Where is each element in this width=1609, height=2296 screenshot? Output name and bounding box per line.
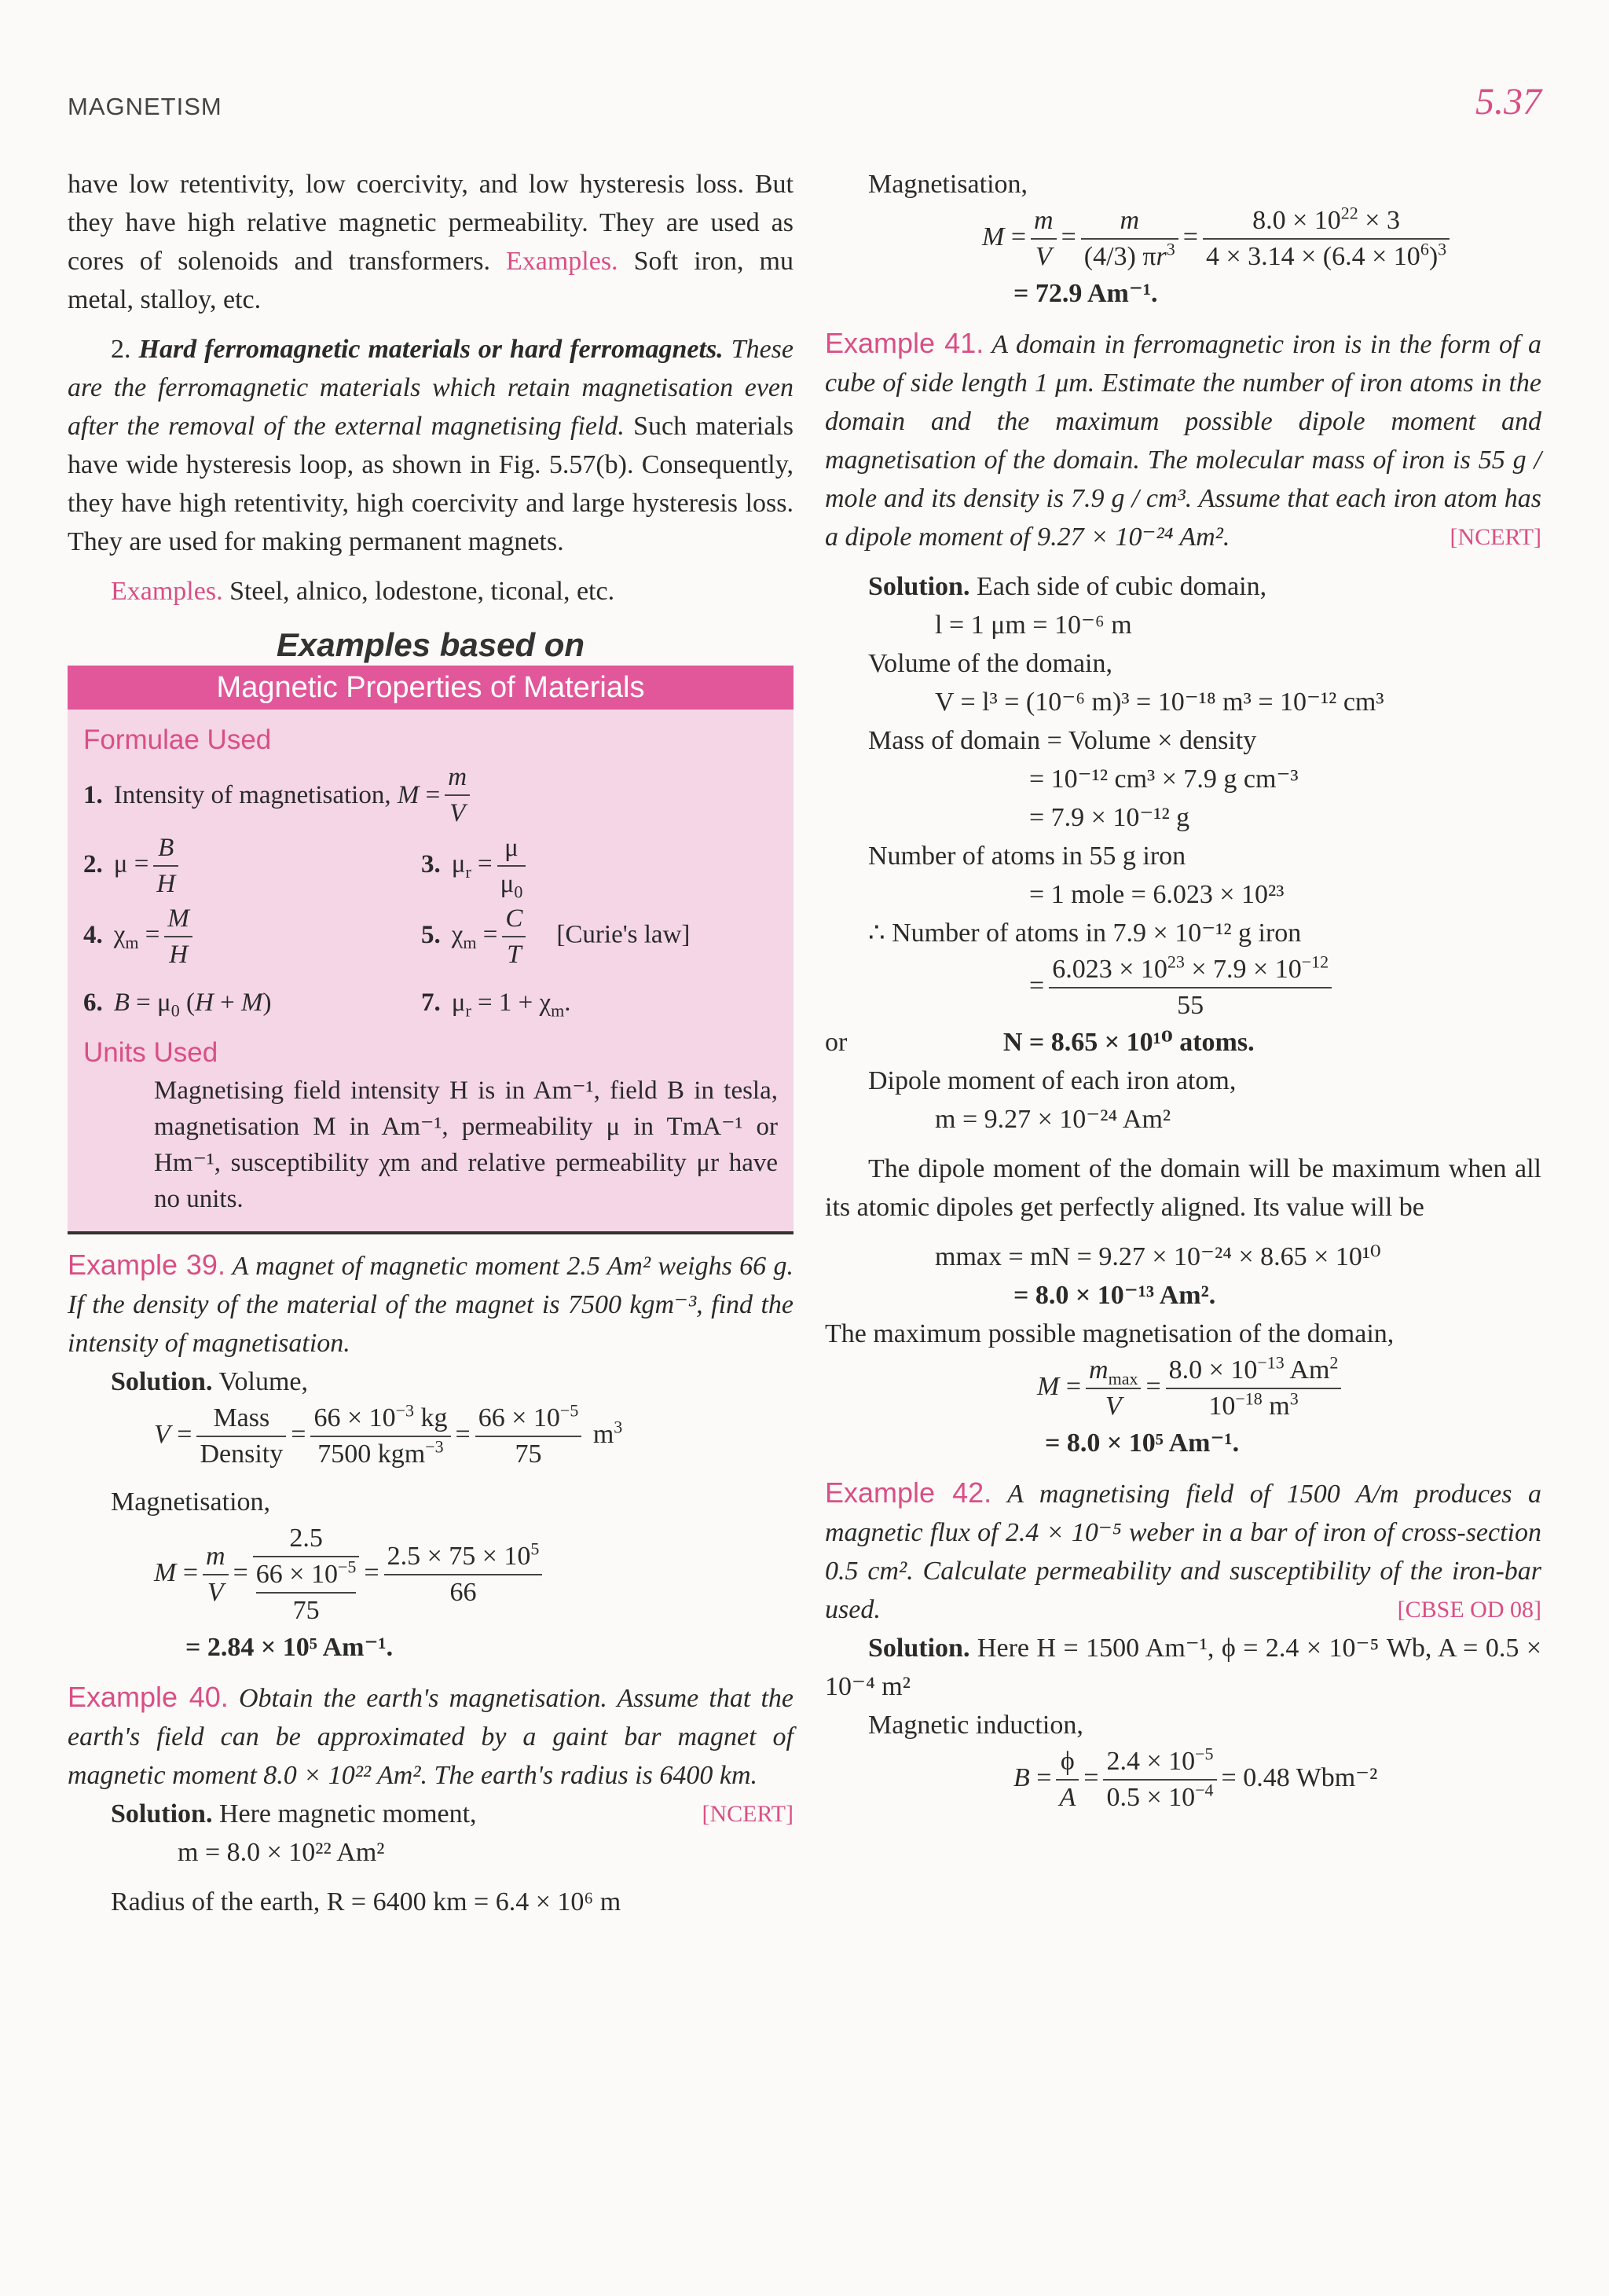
examples-box-band: Magnetic Properties of Materials bbox=[68, 666, 794, 710]
example-41-atoms55: Number of atoms in 55 g iron bbox=[868, 842, 1186, 871]
example-39-mag-eq: M = $\frac{m}{V}$ = 2.5 $66 \times 10^{-5}$ 75 = $\frac{2.5 \times 75 \times 10^5}{66}$ bbox=[68, 1521, 794, 1628]
example-41-v: V = l³ = (10⁻⁶ m)³ = 10⁻¹⁸ m³ = 10⁻¹² cm³ bbox=[935, 688, 1384, 717]
example-41-atoms-eq: = $\frac{6.023 \times 10^{23} \times 7.9 \times 10^{-12}}{55}$ bbox=[825, 952, 1541, 1023]
example-41-mass2: = 10⁻¹² cm³ × 7.9 g cm⁻³ bbox=[1029, 765, 1299, 794]
intro-paragraph: have low retentivity, low coercivity, and low hysteresis loss. But they have high relative magnetic permeability. They are used as cores of solenoids and transformers. Examples. Soft iron, mu metal, stalloy, etc. bbox=[68, 170, 794, 314]
left-column bbox=[68, 165, 794, 1921]
example-41-mmax: mmax = mN = 9.27 × 10⁻²⁴ × 8.65 × 10¹⁰ bbox=[935, 1242, 1381, 1271]
hard-ferromagnet-paragraph: 2. Hard ferromagnetic materials or hard ferromagnets. These are the ferromagnetic materials which retain magnetisation even after the removal of the external magnetising field. Such materials have wide hysteresis loop, as shown in Fig. 5.57(b). Consequently, they have high retentivity, high coercivity and large hysteresis loss. They are used for making permanent magnets. bbox=[68, 335, 794, 556]
example-41-maxmag-eq: M = $\frac{m_{max}}{V}$ = $\frac{8.0 \times 10^{-13} Am^2}{10^{-18} m^3}$ bbox=[825, 1353, 1541, 1424]
example-41-vol-label: Volume of the domain, bbox=[868, 649, 1112, 678]
example-40-mag-label: Magnetisation, bbox=[868, 170, 1028, 199]
formula-6-7: 6. $B = \mu_0$ (H + M) 7. $\mu_r = 1 + \chi_m$. bbox=[83, 988, 571, 1021]
formulae-heading: Formulae Used bbox=[83, 724, 272, 755]
example-41-mmax-res: = 8.0 × 10⁻¹³ Am². bbox=[1013, 1281, 1216, 1310]
hard-examples: Examples. Steel, alnico, lodestone, ticonal, etc. bbox=[111, 577, 615, 606]
formula-1: 1. Intensity of magnetisation, M = $\frac{m}{V}$ bbox=[83, 760, 778, 831]
example-41-atoms55b: = 1 mole = 6.023 × 10²³ bbox=[1029, 880, 1285, 909]
example-41-l: l = 1 μm = 10⁻⁶ m bbox=[935, 611, 1132, 640]
example-41-solution: Solution. Each side of cubic domain, bbox=[868, 572, 1267, 601]
page-number: 5.37 bbox=[1475, 81, 1541, 123]
formula-4-5: 4. $\chi_m$ = $\frac{M}{H}$ 5. $\chi_m$ = $\frac{C}{T}$ [Curie's law] bbox=[83, 901, 778, 972]
example-41-n: or N = 8.65 × 10¹⁰ atoms. bbox=[825, 1028, 1255, 1057]
example-39-solution: Solution. Volume, bbox=[111, 1367, 308, 1396]
right-column bbox=[825, 165, 1541, 1815]
example-42-statement: Example 42. A magnetising field of 1500 A/m produces a magnetic flux of 2.4 × 10⁻⁵ weber in a bar of iron of cross-section 0.5 cm². Calculate permeability and susceptibility of the iron-bar used. [CBSE OD 08] bbox=[825, 1476, 1542, 1624]
example-40-moment: m = 8.0 × 10²² Am² bbox=[178, 1838, 385, 1867]
example-40-solution: Solution. Here magnetic moment, bbox=[111, 1799, 477, 1828]
example-41-dip-val: m = 9.27 × 10⁻²⁴ Am² bbox=[935, 1105, 1171, 1134]
running-header-chapter: MAGNETISM bbox=[68, 93, 222, 120]
example-41-mass: Mass of domain = Volume × density bbox=[868, 726, 1257, 755]
example-41-maxmag-res: = 8.0 × 10⁵ Am⁻¹. bbox=[1045, 1429, 1240, 1458]
example-42-ind: Magnetic induction, bbox=[868, 1711, 1083, 1740]
example-41-dip: Dipole moment of each iron atom, bbox=[868, 1066, 1237, 1095]
formulae-box bbox=[68, 710, 794, 1234]
examples-box-title: Examples based on bbox=[276, 626, 585, 663]
example-39-result: = 2.84 × 10⁵ Am⁻¹. bbox=[185, 1633, 394, 1662]
example-41-atoms79: ∴ Number of atoms in 7.9 × 10⁻¹² g iron bbox=[868, 919, 1302, 948]
example-41-maxmag: The maximum possible magnetisation of the domain, bbox=[825, 1319, 1395, 1348]
example-41-mass3: = 7.9 × 10⁻¹² g bbox=[1029, 803, 1190, 832]
example-39-statement: Example 39. A magnet of magnetic moment 2.5 Am² weighs 66 g. If the density of the material of the magnet is 7500 kgm⁻³, find the intensity of magnetisation. bbox=[68, 1249, 794, 1358]
example-41-statement: Example 41. A domain in ferromagnetic iron is in the form of a cube of side length 1 μm. Estimate the number of iron atoms in the domain and the maximum possible dipole moment and magnetisation of the domain. The molecular mass of iron is 55 g / mole and its density is 7.9 g / cm³. Assume that each iron atom has a dipole moment of 9.27 × 10⁻²⁴ Am². [NCERT] bbox=[825, 327, 1542, 552]
example-42-b-eq: B = $\frac{\phi}{A}$ = $\frac{2.4 \times 10^{-5}}{0.5 \times 10^{-4}}$ = 0.48 Wbm⁻² bbox=[1013, 1744, 1378, 1812]
units-heading: Units Used bbox=[83, 1037, 218, 1068]
example-40-statement: Example 40. Obtain the earth's magnetisation. Assume that the earth's field can be approximated by a gaint bar magnet of magnetic moment 8.0 × 10²² Am². The earth's radius is 6400 km. [NCERT] bbox=[68, 1681, 794, 1827]
units-text: Magnetising field intensity H is in Am⁻¹, field B in tesla, magnetisation M in Am⁻¹, permeability μ in TmA⁻¹ or Hm⁻¹, susceptibility χm and relative permeability μr have no units. bbox=[154, 1076, 778, 1213]
example-40-mag-eq: M = $\frac{m}{V}$ = $\frac{m}{(4/3) \pi r^3}$ = $\frac{8.0 \times 10^{22} \times 3}{4 \times 3.14 \times (6.4 \times 10^6)^3}$ bbox=[825, 204, 1541, 274]
example-41-max-text: The dipole moment of the domain will be maximum when all its atomic dipoles get perfectly aligned. Its value will be bbox=[825, 1154, 1541, 1222]
example-42-solution: Solution. Here H = 1500 Am⁻¹, ϕ = 2.4 × 10⁻⁵ Wb, A = 0.5 × 10⁻⁴ m² bbox=[825, 1634, 1541, 1701]
example-39-volume-eq: V = $\frac{\text{Mass}}{\text{Density}}$ = $\frac{66 \times 10^{-3} kg}{7500 kgm^{-3}}$ = $\frac{66 \times 10^{-5}}{75}$ $m^3$ bbox=[154, 1400, 623, 1469]
example-40-radius: Radius of the earth, R = 6400 km = 6.4 × 10⁶ m bbox=[111, 1887, 621, 1916]
formula-2-3: 2. μ = $\frac{B}{H}$ 3. $\mu_r$ = $\frac{\mu}{\mu_0}$ bbox=[83, 831, 778, 901]
example-39-mag-label: Magnetisation, bbox=[111, 1487, 271, 1517]
example-40-result: = 72.9 Am⁻¹. bbox=[1013, 279, 1158, 308]
